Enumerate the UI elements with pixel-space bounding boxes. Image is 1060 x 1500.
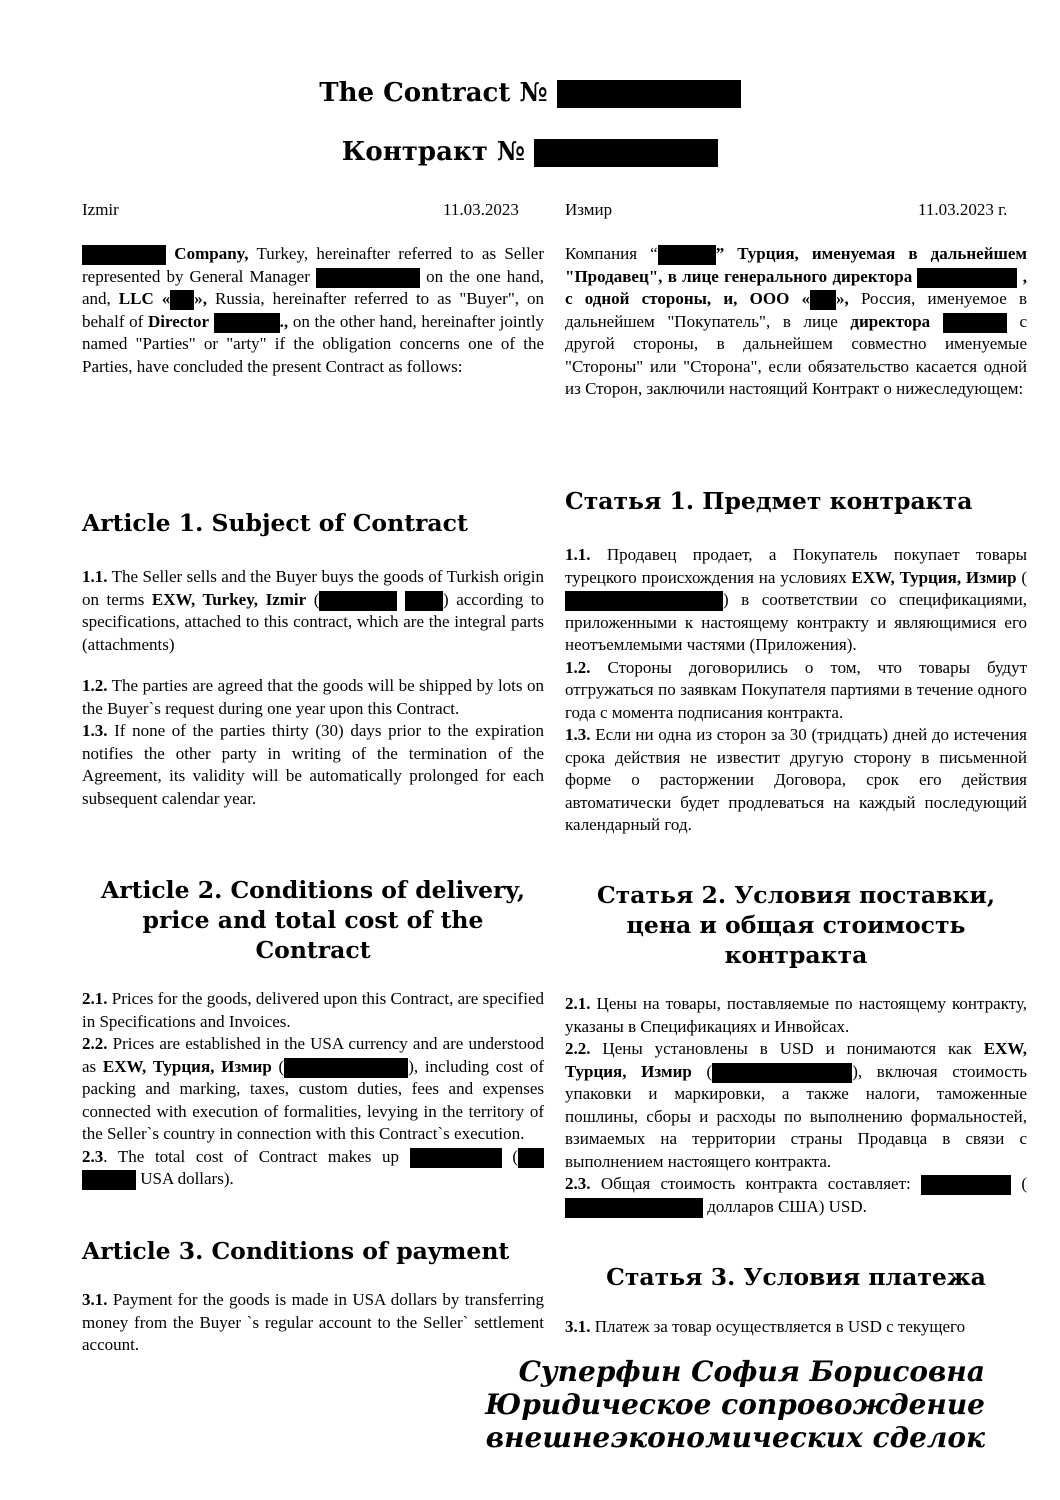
clause-text: Общая стоимость контракта составляет: xyxy=(600,1174,911,1193)
redacted-block xyxy=(170,290,194,310)
intro-en-company: Company, xyxy=(174,244,249,263)
clause-text: The Seller sells and the Buyer buys the goods of Turkish origin on terms xyxy=(82,567,544,609)
redacted-block xyxy=(319,591,397,611)
intro-en xyxy=(82,243,544,378)
clause-term: EXW, Турция, Измир xyxy=(851,567,1017,587)
watermark-line-2: Юридическое сопровождение xyxy=(485,1388,985,1421)
clause-text: If none of the parties thirty (30) days prior to the expiration notifies the other party in writing of the termination of the Agreement, its validity will be automatically prolonged for each subsequent calendar year. xyxy=(82,721,544,808)
intro-ru-director: директора xyxy=(850,311,931,331)
title-en-text: The Contract № xyxy=(319,78,548,108)
article-3-heading-ru: Статья 3. Условия платежа xyxy=(606,1263,986,1291)
intro-en-text: Russia, hereinafter referred to as "Buyer", on behalf of xyxy=(82,289,544,331)
clause-number: 1.1. xyxy=(565,545,591,564)
intro-en-text: Turkey, hereinafter referred to as Seller represented by General Manager xyxy=(82,244,544,286)
redacted-block xyxy=(658,245,716,265)
redacted-block xyxy=(82,1170,136,1190)
clause-number: 1.2. xyxy=(82,676,108,695)
clause-text: ( xyxy=(278,1056,285,1076)
article-1-body-en xyxy=(82,566,544,656)
redacted-block xyxy=(316,268,420,288)
intro-en-director: Director xyxy=(147,311,209,331)
intro-en-text: on the one hand, and, xyxy=(82,266,545,308)
clause-text: Если ни одна из сторон за 30 (тридцать) дней до истечения срока действия не известит другую сторону в письменной форме о расторжении Договора, срок его действия автоматически будет продлеваться на каждый последующий календарный год. xyxy=(565,725,1028,834)
clause-term: EXW, Турция, Измир xyxy=(565,1039,1028,1081)
redacted-block xyxy=(921,1175,1011,1195)
redacted-block xyxy=(214,313,280,333)
article-3-body-en xyxy=(82,1289,544,1357)
clause-number: 1.3. xyxy=(565,725,591,744)
intro-ru-text: Компания “ xyxy=(565,244,658,263)
clause-number: 3.1. xyxy=(565,1317,591,1336)
redacted-block xyxy=(518,1148,544,1168)
watermark-signature xyxy=(455,1355,985,1454)
intro-ru-text: с другой стороны, в дальнейшем совместно именуемые "Стороны" или "Сторона", если обязательство касается одной из Сторон, заключили настоящий Контракт о нижеследующем: xyxy=(565,311,1028,398)
article-1-clauses-en xyxy=(82,675,544,810)
intro-ru xyxy=(565,243,1027,401)
clause-text: ( xyxy=(1021,1174,1028,1193)
title-ru-text: Контракт № xyxy=(341,137,526,167)
clause-number: 2.2. xyxy=(82,1034,108,1053)
intro-ru-text: , с одной стороны, и, xyxy=(565,266,1027,308)
article-1-body-ru xyxy=(565,544,1027,837)
contract-title-ru xyxy=(0,137,1060,167)
clause-text: Цены на товары, поставляемые по настоящему контракту, указаны в Спецификациях и Инвойсах. xyxy=(565,994,1027,1036)
intro-ru-ooo: ООО « xyxy=(749,289,811,308)
clause-text: Платеж за товар осуществляется в USD с текущего xyxy=(594,1317,966,1336)
clause-number: 2.2. xyxy=(565,1039,591,1058)
intro-ru-text: Россия, именуемое в дальнейшем "Покупатель", в лице xyxy=(565,289,1028,331)
clause-text: Prices are established in the USA currency and are understood as xyxy=(82,1034,545,1076)
redacted-block xyxy=(943,313,1007,333)
redacted-block xyxy=(712,1063,852,1083)
article-3-heading-en: Article 3. Conditions of payment xyxy=(82,1237,510,1265)
clause-text: ( xyxy=(313,589,320,609)
intro-en-text: on the other hand, hereinafter jointly named "Parties" or "arty" if the obligation concerns one of the Parties, have concluded the present Contract as follows: xyxy=(82,311,545,376)
intro-en-llc: LLC « xyxy=(118,289,171,308)
watermark-line-1: Суперфин София Борисовна xyxy=(518,1355,985,1388)
clause-text: Payment for the goods is made in USA dollars by transferring money from the Buyer `s regular account to the Seller` settlement account. xyxy=(82,1290,544,1354)
clause-term: EXW, Turkey, Izmir xyxy=(151,589,307,609)
article-1-heading-ru: Статья 1. Предмет контракта xyxy=(565,487,973,515)
clause-text: Стороны договорились о том, что товары будут отгружаться по заявкам Покупателя партиями в течение одного года с момента подписания контракта. xyxy=(565,657,1028,722)
clause-text: Цены установлены в USD и понимаются как xyxy=(602,1039,972,1058)
intro-ru-text: ” Турция, именуемая в дальнейшем "Продавец", в лице генерального директора xyxy=(565,244,1027,286)
clause-number: 1.3. xyxy=(82,721,108,740)
clause-text: ) according to specifications, attached to this contract, which are the integral parts (attachments) xyxy=(82,589,545,654)
clause-number: 2.1. xyxy=(82,989,108,1008)
redacted-block xyxy=(917,268,1017,288)
article-2-body-en xyxy=(82,988,544,1191)
clause-number: 3.1. xyxy=(82,1290,108,1309)
intro-ru-ooo-close: », xyxy=(836,289,849,308)
redacted-block xyxy=(810,290,836,310)
clause-text: Prices for the goods, delivered upon this Contract, are specified in Specifications and Invoices. xyxy=(82,989,544,1031)
city-ru: Измир xyxy=(565,200,613,219)
redacted-block xyxy=(565,591,723,611)
clause-number: 2.1. xyxy=(565,994,591,1013)
contract-title-en xyxy=(0,78,1060,108)
date-en: 11.03.2023 xyxy=(443,200,519,219)
clause-text: долларов США) USD. xyxy=(707,1196,867,1216)
article-2-body-ru xyxy=(565,993,1027,1218)
city-en: Izmir xyxy=(82,200,119,219)
clause-text: ) в соответствии со спецификациями, приложенными к настоящему контракту и являющимися его неотъемлемыми частями (Приложения). xyxy=(565,590,1027,654)
article-1-heading-en: Article 1. Subject of Contract xyxy=(82,509,468,537)
redacted-block xyxy=(410,1148,502,1168)
clause-text: USA dollars). xyxy=(140,1169,234,1188)
clause-number: 2.3 xyxy=(82,1146,104,1166)
redacted-block xyxy=(405,591,443,611)
clause-number: 2.3. xyxy=(565,1174,591,1193)
article-2-heading-en: Article 2. Conditions of delivery, price and total cost of the Contract xyxy=(100,876,526,964)
redacted-block xyxy=(557,80,741,108)
clause-text: ), including cost of packing and marking, taxes, custom duties, fees and expenses connected with execution of formalities, levying in the territory of the Seller`s country in connection with this Contract`s execution. xyxy=(82,1056,545,1143)
clause-text: . The total cost of Contract makes up xyxy=(103,1146,399,1166)
redacted-block xyxy=(82,245,166,265)
redacted-block xyxy=(284,1058,408,1078)
clause-text: ( xyxy=(1021,567,1027,587)
intro-en-llc-close: », xyxy=(194,289,207,308)
watermark-line-3: внешнеэкономических сделок xyxy=(485,1421,985,1454)
article-3-body-ru xyxy=(565,1316,1027,1339)
clause-number: 1.2. xyxy=(565,657,591,677)
clause-text: ( xyxy=(706,1061,713,1081)
clause-term: EXW, Турция, Измир xyxy=(102,1056,272,1076)
redacted-block xyxy=(565,1198,703,1218)
clause-number: 1.1. xyxy=(82,567,108,586)
date-ru: 11.03.2023 г. xyxy=(918,200,1008,219)
intro-en-director-dot: ., xyxy=(279,311,289,331)
clause-text: The parties are agreed that the goods will be shipped by lots on the Buyer`s request during one year upon this Contract. xyxy=(82,676,544,718)
article-2-heading-ru: Статья 2. Условия поставки, цена и общая стоимость контракта xyxy=(596,881,996,969)
redacted-block xyxy=(534,139,718,167)
clause-text: ( xyxy=(512,1146,519,1166)
clause-text: Продавец продает, а Покупатель покупает товары турецкого происхождения на условиях xyxy=(565,545,1028,587)
clause-text: ), включая стоимость упаковки и маркировки, а также налоги, таможенные пошлины, сборы и расходы по выполнению формальностей, взимаемых на территории страны Продавца в связи с выполнением настоящего контракта. xyxy=(565,1061,1027,1171)
